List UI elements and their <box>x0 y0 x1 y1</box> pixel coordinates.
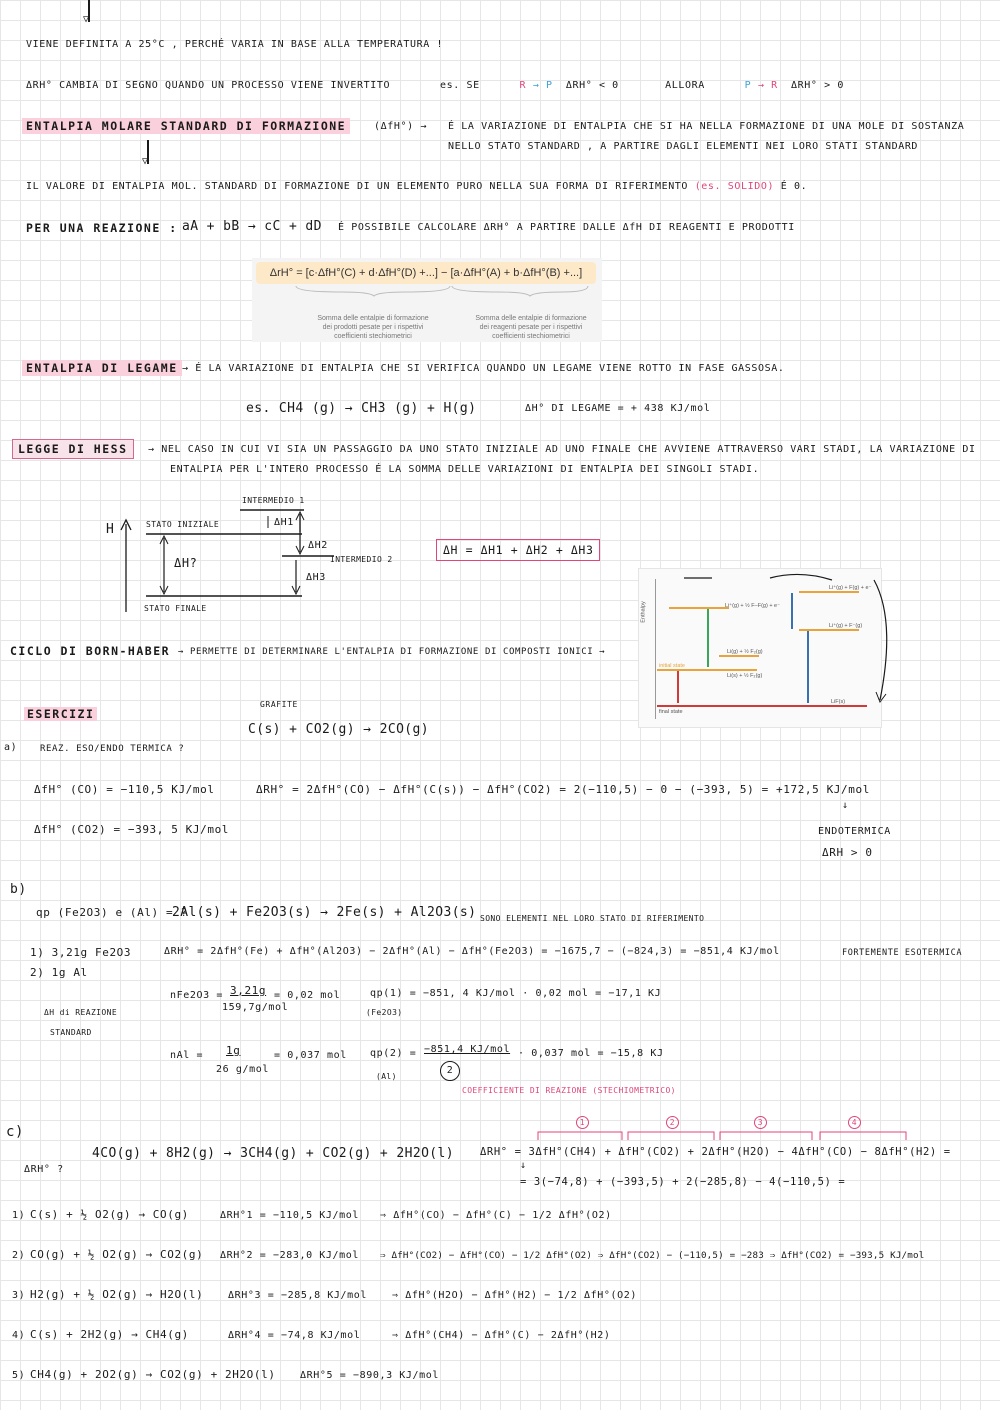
ex-b-q2-note: COEFFICIENTE DI REAZIONE (STECHIOMETRICO) <box>462 1086 676 1095</box>
ex-c-step-4-dh: ΔRH°4 = −74,8 KJ/mol <box>228 1330 361 1341</box>
formation-down-arrowhead: ▽ <box>142 156 149 167</box>
ex-b-side-2: STANDARD <box>50 1028 92 1037</box>
ex-a-label: a) <box>4 742 18 753</box>
ex-a-result-arrow: ↓ <box>842 800 849 811</box>
ex-a-question: REAZ. ESO/ENDO TERMICA ? <box>40 744 185 754</box>
ex-b-n1-den: 159,7g/mol <box>222 1002 289 1013</box>
ex-b-q2-label: qp(2) = <box>370 1048 417 1059</box>
ex-c-step-4-eq: C(s) + 2H2(g) → CH4(g) <box>30 1328 189 1341</box>
hess-def-2: ENTALPIA PER L'INTERO PROCESSO É LA SOMMA DELLE VARIAZIONI DI ENTALPIA DEI SINGOLI STADI. <box>170 464 760 475</box>
reaction-label: PER UNA REAZIONE : <box>26 221 178 235</box>
formation-title: ENTALPIA MOLARE STANDARD DI FORMAZIONE <box>22 118 350 134</box>
bh-label-init: initial state <box>659 663 685 669</box>
bond-value: ΔH° DI LEGAME = + 438 KJ/mol <box>525 403 711 414</box>
ex-c-eq: 4CO(g) + 8H2(g) → 3CH4(g) + CO2(g) + 2H2O(l) <box>92 1146 454 1161</box>
ex-a-note: GRAFITE <box>260 700 298 709</box>
ex-a-result-1: ENDOTERMICA <box>818 826 891 837</box>
intro-line-1: VIENE DEFINITA A 25°C , PERCHÉ VARIA IN BASE ALLA TEMPERATURA ! <box>26 39 444 50</box>
ex-b-label: b) <box>10 882 27 897</box>
ex-b-n2-num: 1g <box>226 1044 241 1057</box>
ex-c-step-2-num: 2) <box>12 1250 26 1261</box>
ex-c-step-1-eq: C(s) + ½ O2(g) → CO(g) <box>30 1208 189 1221</box>
ex-c-step-5-eq: CH4(g) + 2O2(g) → CO2(g) + 2H2O(l) <box>30 1368 276 1381</box>
bh-label-top: Li⁺(g) + F(g) + e⁻ <box>829 585 872 591</box>
ex-b-data-1: 1) 3,21g Fe2O3 <box>30 946 132 959</box>
ex-c-step-4-res: ⇒ ΔfH°(CH4) − ΔfH°(C) − 2ΔfH°(H2) <box>392 1330 611 1341</box>
ex-a-result-2: ΔRH > 0 <box>822 846 873 859</box>
ex-b-note: SONO ELEMENTI NEL LORO STATO DI RIFERIMENTO <box>480 914 705 923</box>
ex-c-step-5-num: 5) <box>12 1370 26 1381</box>
ex-b-n1-label: nFe2O3 = <box>170 990 223 1001</box>
bh-label-1: Li(g) + ½ F₂(g) <box>727 649 763 655</box>
ex-c-mark-3: 3 <box>754 1116 767 1129</box>
ex-c-step-1-res: ⇒ ΔfH°(CO) − ΔfH°(C) − 1/2 ΔfH°(O2) <box>380 1210 612 1221</box>
bh-label-3: Li⁺(g) + ½ F–F(g) + e⁻ <box>725 603 781 609</box>
ex-a-eq: C(s) + CO2(g) → 2CO(g) <box>248 722 429 737</box>
bh-label-final: final state <box>659 709 683 715</box>
ex-b-n1-num: 3,21g <box>230 984 267 997</box>
ex-b-q2-sub: (Al) <box>376 1072 397 1081</box>
hess-dh1: ΔH1 <box>274 517 294 528</box>
formation-note: IL VALORE DI ENTALPIA MOL. STANDARD DI FORMAZIONE DI UN ELEMENTO PURO NELLA SUA FORMA DI RIFERIMENTO (es. SOLIDO) É 0. <box>26 181 808 192</box>
ex-c-step-3-dh: ΔRH°3 = −285,8 KJ/mol <box>228 1290 368 1301</box>
formation-def-2: NELLO STATO STANDARD , A PARTIRE DAGLI ELEMENTI NEI LORO STATI STANDARD <box>448 141 919 152</box>
hess-sum: ΔH = ΔH1 + ΔH2 + ΔH3 <box>436 539 600 561</box>
ex-c-question: ΔRH° ? <box>24 1164 64 1175</box>
intro-example: es. SE R → P ΔRH° < 0 ALLORA P → R ΔRH° > 0 <box>440 80 844 91</box>
ex-b-strong: FORTEMENTE ESOTERMICA <box>842 948 963 958</box>
formation-symbol: (ΔfH°) → <box>374 121 427 132</box>
bh-label-2: Li(s) + ½ F₂(g) <box>727 673 763 679</box>
intro-line-2: ΔRH° CAMBIA DI SEGNO QUANDO UN PROCESSO VIENE INVERTITO <box>26 80 391 91</box>
ex-b-q2-coef: 2 <box>440 1061 460 1081</box>
ex-c-mark-1: 1 <box>576 1116 589 1129</box>
ex-b-n2-res: = 0,037 mol <box>274 1050 347 1061</box>
hess-initial: STATO INIZIALE <box>146 520 220 529</box>
ex-c-step-2-eq: CO(g) + ½ O2(g) → CO2(g) <box>30 1248 204 1261</box>
reaction-equation: aA + bB → cC + dD <box>182 219 322 234</box>
formation-def-1: É LA VARIAZIONE DI ENTALPIA CHE SI HA NELLA FORMAZIONE DI UNA MOLE DI SOSTANZA <box>448 121 965 132</box>
ex-b-calc: ΔRH° = 2ΔfH°(Fe) + ΔfH°(Al2O3) − 2ΔfH°(Al) − ΔfH°(Fe2O3) = −1675,7 − (−824,3) = −851,4 KJ/mol <box>164 946 780 957</box>
ex-c-step-3-res: ⇒ ΔfH°(H2O) − ΔfH°(H2) − 1/2 ΔfH°(O2) <box>392 1290 637 1301</box>
bornhaber-title: CICLO DI BORN-HABER <box>10 644 171 658</box>
bond-example: es. CH4 (g) → CH3 (g) + H(g) <box>246 401 477 416</box>
caption-products: Somma delle entalpie di formazione dei prodotti pesate per i rispettivi coefficienti stechiometrici <box>317 315 429 340</box>
hess-inter-2: INTERMEDIO 2 <box>330 555 393 564</box>
ex-b-n2-label: nAl = <box>170 1050 204 1061</box>
caption-reagents: Somma delle entalpie di formazione dei reagenti pesate per i rispettivi coefficienti stechiometrici <box>475 315 587 340</box>
ex-c-step-1-dh: ΔRH°1 = −110,5 KJ/mol <box>220 1210 360 1221</box>
ex-c-mark-4: 4 <box>848 1116 861 1129</box>
bornhaber-def: → PERMETTE DI DETERMINARE L'ENTALPIA DI FORMAZIONE DI COMPOSTI IONICI → <box>178 647 606 657</box>
ex-b-q2-num: −851,4 KJ/mol <box>424 1044 511 1055</box>
reaction-text: É POSSIBILE CALCOLARE ΔRH° A PARTIRE DALLE ΔfH DI REAGENTI E PRODOTTI <box>338 222 795 233</box>
hess-axis-h: H <box>106 522 115 537</box>
ex-c-step-2-dh: ΔRH°2 = −283,0 KJ/mol <box>220 1250 360 1261</box>
ex-c-step-4-num: 4) <box>12 1330 26 1341</box>
ex-b-q1-sub: (Fe2O3) <box>366 1008 403 1017</box>
ex-b-data-2: 2) 1g Al <box>30 966 88 979</box>
bond-title: ENTALPIA DI LEGAME <box>22 360 182 376</box>
hess-dh2: ΔH2 <box>308 540 328 551</box>
ex-b-n2-den: 26 g/mol <box>216 1064 269 1075</box>
ex-c-calc: ΔRH° = 3ΔfH°(CH4) + ΔfH°(CO2) + 2ΔfH°(H2O) − 4ΔfH°(CO) − 8ΔfH°(H2) = <box>480 1146 951 1158</box>
bh-label-lif: LiF(s) <box>831 699 846 705</box>
bond-def: → É LA VARIAZIONE DI ENTALPIA CHE SI VERIFICA QUANDO UN LEGAME VIENE ROTTO IN FASE GASSOSA. <box>182 363 785 374</box>
ex-b-n1-res: = 0,02 mol <box>274 990 341 1001</box>
ex-c-calc-2: = 3(−74,8) + (−393,5) + 2(−285,8) − 4(−110,5) = <box>520 1176 846 1188</box>
hess-title: LEGGE DI HESS <box>12 439 134 459</box>
formula-main: ΔrH° = [c·ΔfH°(C) + d·ΔfH°(D) +...] − [a·ΔfH°(A) + b·ΔfH°(B) +...] <box>256 262 596 284</box>
hess-final: STATO FINALE <box>144 604 207 613</box>
ex-a-calc: ΔRH° = 2ΔfH°(CO) − ΔfH°(C(s)) − ΔfH°(CO2) = 2(−110,5) − 0 − (−393, 5) = +172,5 KJ/mol <box>256 783 870 796</box>
bh-label-mid: Li⁺(g) + F⁻(g) <box>829 623 863 629</box>
ex-c-step-3-eq: H2(g) + ½ O2(g) → H2O(l) <box>30 1288 204 1301</box>
ex-c-step-2-res: ⇒ ΔfH°(CO2) − ΔfH°(CO) − 1/2 ΔfH°(O2) ⇒ ΔfH°(CO2) − (−110,5) = −283 ⇒ ΔfH°(CO2) = −393,5 KJ/mol <box>380 1250 925 1261</box>
ex-a-data-2: ΔfH° (CO2) = −393, 5 KJ/mol <box>34 823 230 836</box>
ex-b-question: qp (Fe2O3) e (Al) = ? <box>36 906 188 919</box>
ex-a-data-1: ΔfH° (CO) = −110,5 KJ/mol <box>34 783 215 796</box>
ex-b-q2-res: · 0,037 mol = −15,8 KJ <box>518 1048 664 1059</box>
top-arrow-head: ▽ <box>83 14 90 25</box>
hess-dh: ΔH? <box>174 556 198 570</box>
ex-b-side-1: ΔH di REAZIONE <box>44 1008 118 1017</box>
ex-b-q1: qp(1) = −851, 4 KJ/mol · 0,02 mol = −17,1 KJ <box>370 988 662 999</box>
ex-c-step-1-num: 1) <box>12 1210 26 1221</box>
ex-b-eq: 2Al(s) + Fe2O3(s) → 2Fe(s) + Al2O3(s) <box>172 905 477 920</box>
hess-inter-1: INTERMEDIO 1 <box>242 496 305 505</box>
ex-c-step-3-num: 3) <box>12 1290 26 1301</box>
ex-c-step-5-dh: ΔRH°5 = −890,3 KJ/mol <box>300 1370 440 1381</box>
ex-c-mark-2: 2 <box>666 1116 679 1129</box>
hess-def-1: → NEL CASO IN CUI VI SIA UN PASSAGGIO DA UNO STATO INIZIALE AD UNO FINALE CHE AVVIENE ATTRAVERSO VARI STADI, LA VARIAZIONE DI <box>148 444 976 455</box>
ex-c-calc-arrow: ↓ <box>520 1160 527 1171</box>
exercises-title: ESERCIZI <box>24 707 97 721</box>
hess-dh3: ΔH3 <box>306 572 326 583</box>
ex-c-label: c) <box>6 1124 25 1140</box>
bh-yaxis: Enthalpy <box>640 601 647 623</box>
